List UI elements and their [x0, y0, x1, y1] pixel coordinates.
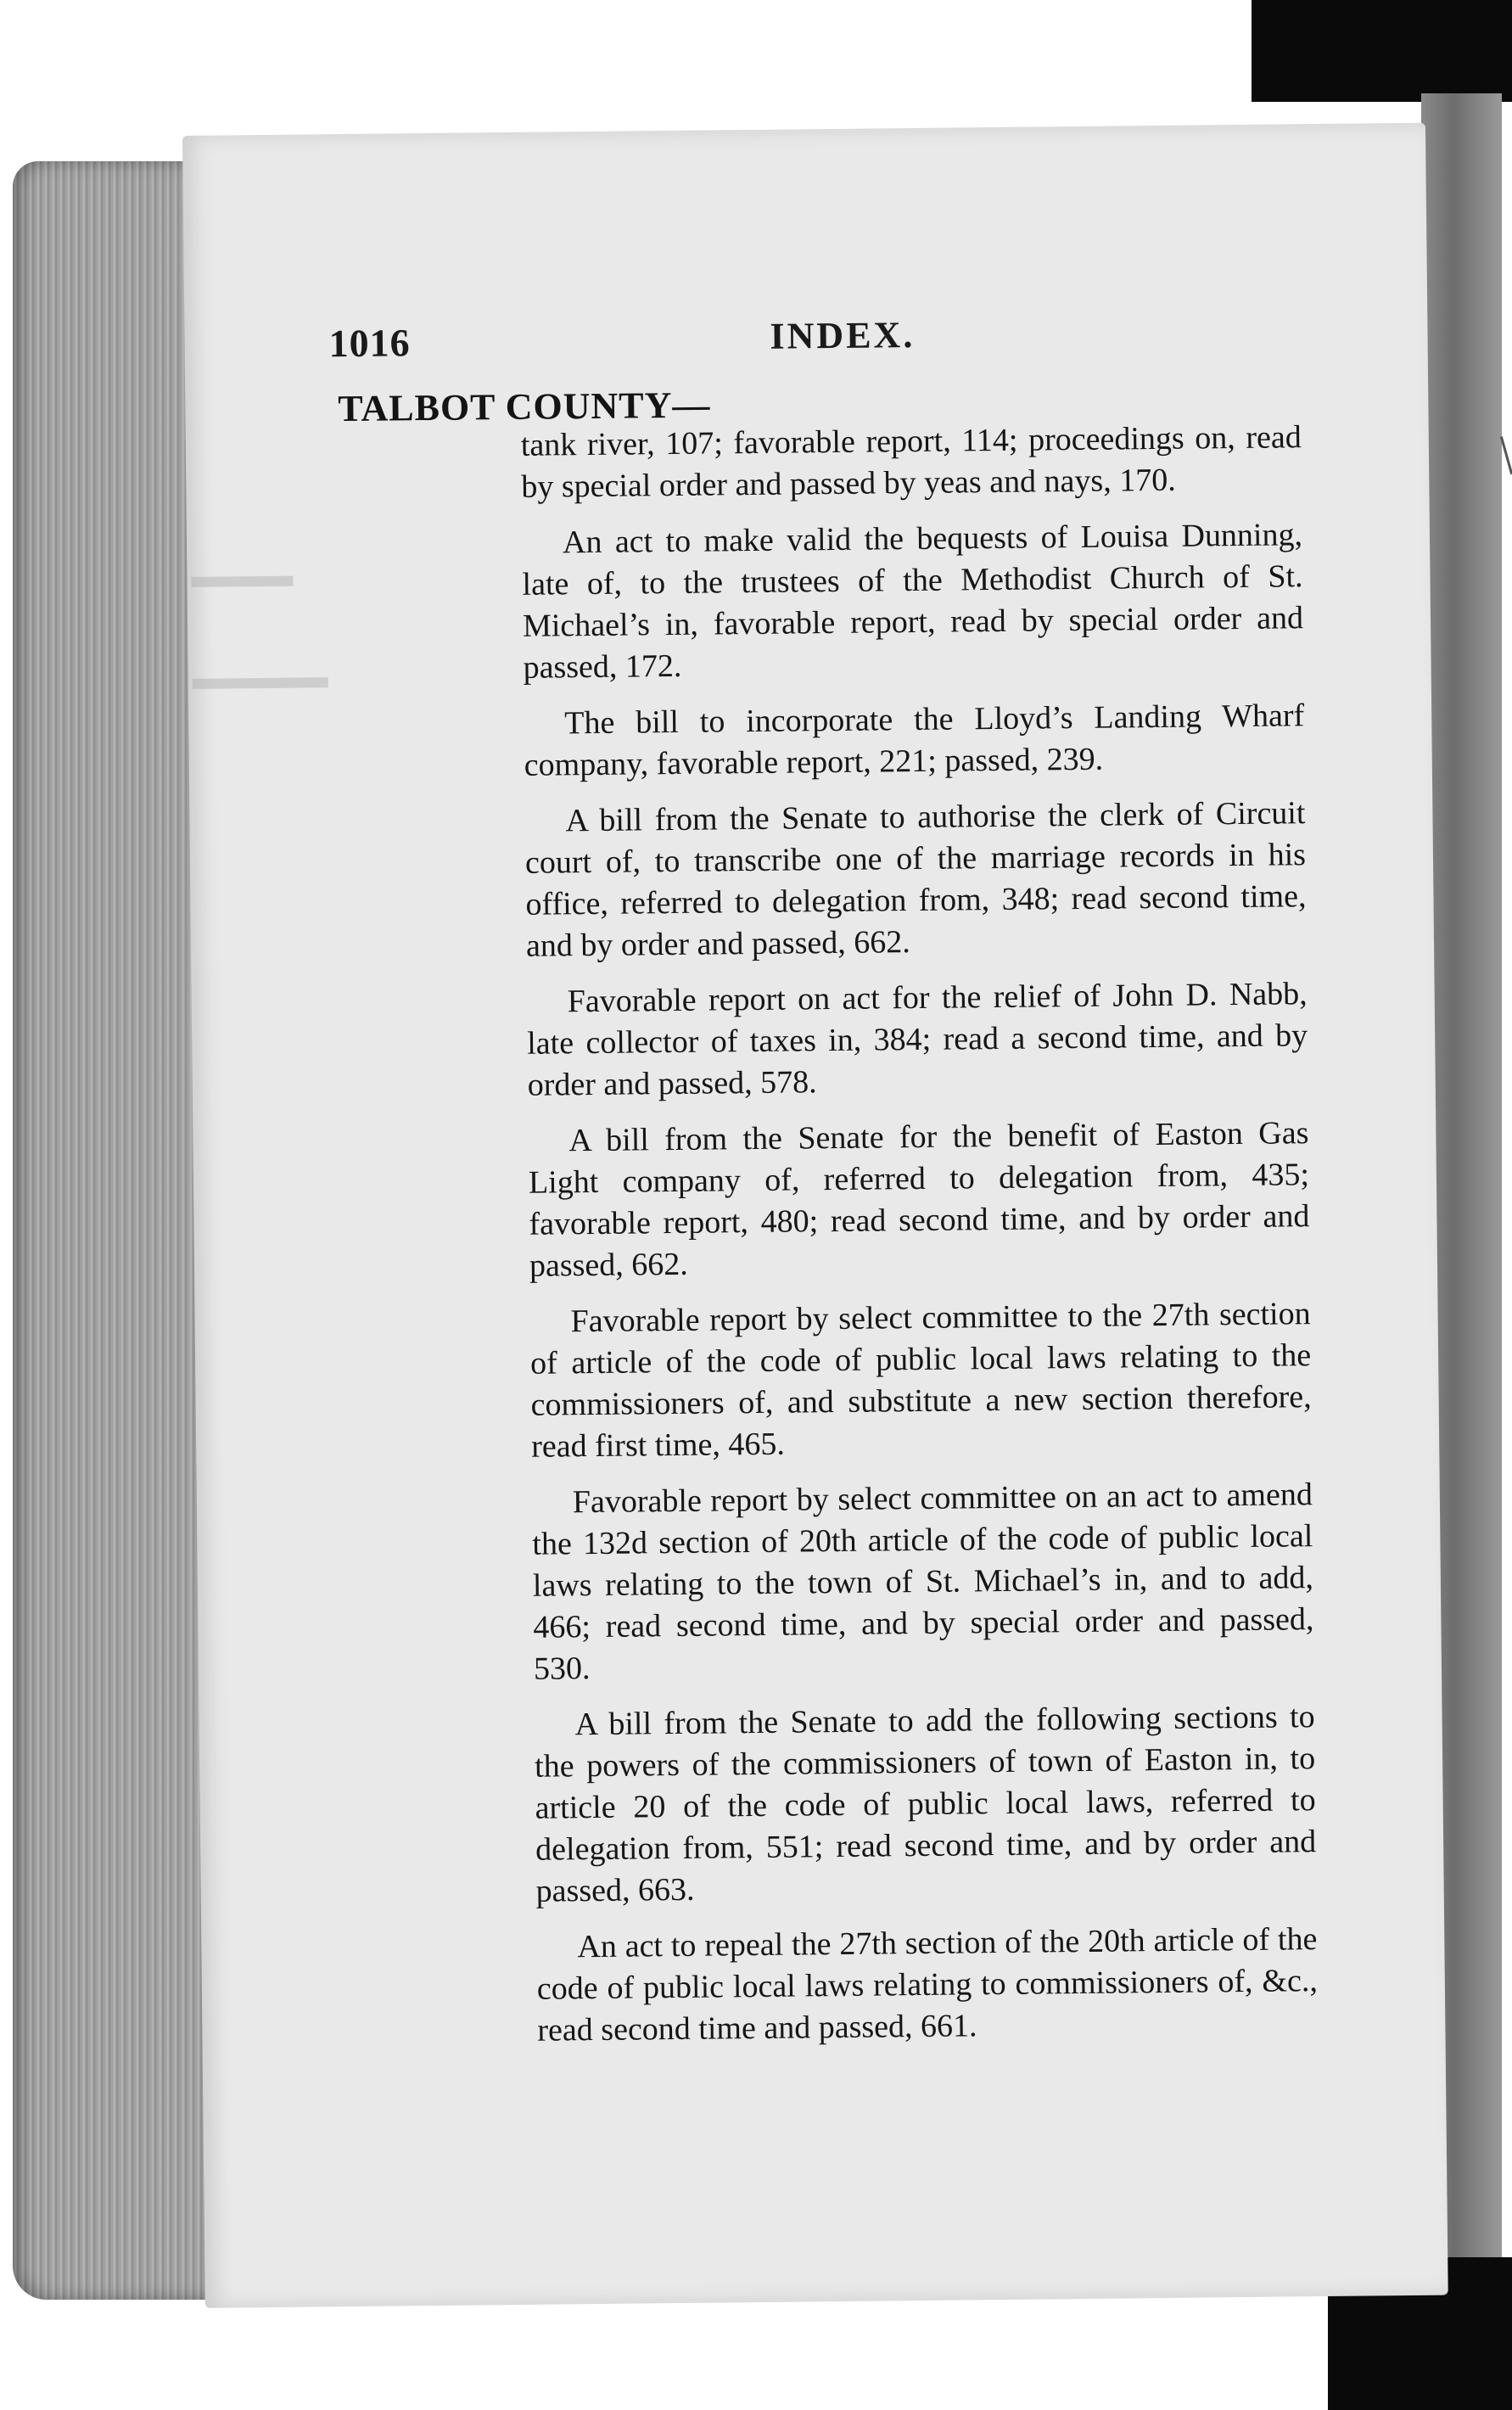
book-page — [182, 123, 1448, 2308]
bleed-through-mark — [191, 576, 293, 587]
book-page-edges — [13, 161, 212, 2300]
county-heading: TALBOT COUNTY— — [338, 384, 711, 430]
running-head: INDEX. — [770, 313, 916, 357]
index-entry: Favorable report on act for the relief of John D. Nabb, late collector of taxes in, 384; read a second time, and by order and passed, 578. — [527, 976, 1308, 1103]
bleed-through-mark — [193, 677, 328, 689]
index-entry: The bill to incorporate the Lloyd’s Landing Wharf company, favorable report, 221; passed, 239. — [524, 698, 1305, 783]
index-entry: An act to make valid the bequests of Louisa Dunning, late of, to the trustees of the Methodist Church of St. Michael’s in, favorable report, read by special order and passed, 172. — [522, 517, 1304, 686]
index-entry: Favorable report by select committee on an act to amend the 132d section of 20th article of the code of public local laws relating to the town of St. Michael’s in, and to add, 466; read second time, and by special order and passed, 530. — [532, 1477, 1314, 1687]
index-entry: Favorable report by select committee to the 27th section of article of the code of public local laws relating to the commissioners of, and substitute a new section therefore, read first time, 465. — [529, 1296, 1312, 1465]
index-entry: A bill from the Senate for the benefit of Easton Gas Light company of, referred to delegation from, 435; favorable report, 480; read second time, and by order and passed, 662. — [528, 1115, 1310, 1284]
scan-black-tab-top — [1252, 0, 1512, 102]
index-entry: tank river, 107; favorable report, 114; proceedings on, read by special order and passed by yeas and nays, 170. — [520, 419, 1302, 505]
page-number: 1016 — [328, 321, 411, 366]
ink-fleck — [1500, 436, 1512, 474]
index-entry: An act to repeal the 27th section of the 20th article of the code of public local laws relating to commissioners of, &c., read second time and passed, 661. — [536, 1921, 1319, 2048]
index-entry: A bill from the Senate to authorise the clerk of Circuit court of, to transcribe one of the marriage records in his office, referred to delegation from, 348; read second time, and by order and passed, 662. — [524, 795, 1307, 964]
index-entry: A bill from the Senate to add the following sections to the powers of the commissioners of town of Easton in, to article 20 of the code of public local laws, referred to delegation from, 551; read second time, and by order and passed, 663. — [534, 1699, 1317, 1909]
index-entries — [521, 417, 1319, 2066]
